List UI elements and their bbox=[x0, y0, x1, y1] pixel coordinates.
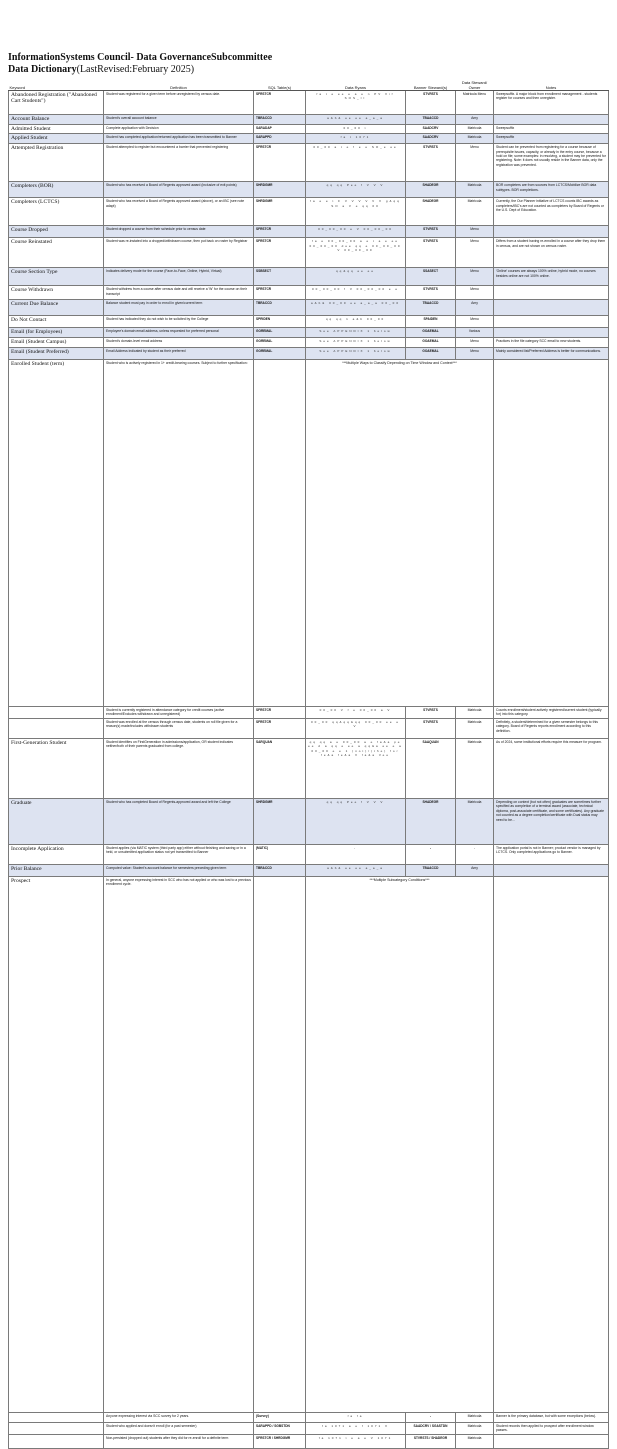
definition-cell: Student attempted to register but encountered a barrier that prevented registering bbox=[104, 144, 254, 182]
table-row bbox=[9, 238, 609, 268]
definition-cell: Indicates delivery mode for the course (Face-to-Face, Online, Hybrid, Virtual) bbox=[104, 268, 254, 286]
sql-table-cell bbox=[254, 360, 306, 707]
banner-steward-cell: GOAEMAL bbox=[406, 348, 456, 360]
table-row bbox=[9, 316, 609, 328]
notes-cell: Differs from a student having re-enrolled in a course after they drop them in census, and are not shown on census roster. bbox=[494, 238, 609, 268]
keyword-cell: Course Section Type bbox=[9, 268, 104, 286]
owner-cell bbox=[494, 876, 609, 1412]
data-fields-cell: qq qq a e 00_00 a e fa&a pe ee d a qq e ee a qq&a ee e a 00_00 e e 1 (not)/(the) for fe&a fe&a V fa&a Vee bbox=[306, 738, 406, 798]
keyword-cell: Account Balance bbox=[9, 115, 104, 125]
owner-cell: Matricula bbox=[456, 182, 494, 198]
keyword-cell: Completers (BOR) bbox=[9, 182, 104, 198]
document-page bbox=[8, 52, 608, 1449]
document-title: InformationSystems Council- Data GovernanceSubcommittee bbox=[8, 52, 273, 63]
definition-cell: Student has indicated they do not wish to be solicited by the College bbox=[104, 316, 254, 328]
table-row bbox=[9, 115, 609, 125]
sql-table-cell: SHRDGMR bbox=[254, 798, 306, 844]
keyword-cell: Course Reinstated bbox=[9, 238, 104, 268]
notes-cell: 'Online' courses are always 100% online, hybrid mode, no courses besides online are not 100% online. bbox=[494, 268, 609, 286]
owner-cell: Matricula bbox=[456, 706, 494, 718]
sql-table-cell: SARADAP bbox=[254, 125, 306, 134]
keyword-cell: Prior Balance bbox=[9, 864, 104, 876]
sql-table-cell: SFRSTCR / SHRDGMR bbox=[254, 1434, 306, 1448]
owner-cell: Matricula bbox=[456, 798, 494, 844]
data-fields-cell: See APPENDIX 1 below bbox=[306, 348, 406, 360]
owner-cell: Menu bbox=[456, 348, 494, 360]
sql-table-cell: GOREMAL bbox=[254, 348, 306, 360]
definition-cell: Student identifies on FirstGeneration in admissions/application, OR student indicates neither/both of their parents graduated from college. bbox=[104, 738, 254, 798]
banner-steward-cell: SAADCRV / SGASTDN bbox=[406, 1423, 456, 1435]
table-row bbox=[9, 706, 609, 718]
notes-cell bbox=[494, 328, 609, 338]
keyword-cell: Abandoned Registration ("Abandoned Cart Students") bbox=[9, 91, 104, 115]
definition-cell: In general, anyone expressing interest in SCC who has not applied or who was lost to a previous enrollment cycle. bbox=[104, 876, 254, 1412]
definition-cell: Student who has received a Board of Regents approved award (inclusive of exit points) bbox=[104, 182, 254, 198]
owner-cell: Matricula Menu bbox=[456, 91, 494, 115]
owner-cell: Matricula bbox=[456, 1423, 494, 1435]
sql-table-cell: SFRSTCR bbox=[254, 286, 306, 300]
sql-table-cell: SFRSTCR bbox=[254, 91, 306, 115]
sql-table-cell bbox=[254, 876, 306, 1412]
data-fields-cell: fa t e ee e a e n PV Vif SOS_II bbox=[306, 91, 406, 115]
definition-cell: Computed value: Student's account balance for semesters preceding given term bbox=[104, 864, 254, 876]
sql-table-cell: SFRSTCR bbox=[254, 238, 306, 268]
banner-steward-cell: STVRSTS bbox=[406, 706, 456, 718]
definition-cell: Email Address indicated by student as their preferred bbox=[104, 348, 254, 360]
span-note-cell: ***Multiple Ways to Classify Depending on Time Window and Context*** bbox=[306, 360, 494, 707]
keyword-cell: First-Generation Student bbox=[9, 738, 104, 798]
table-row bbox=[9, 125, 609, 134]
owner-cell: Matricula bbox=[456, 198, 494, 226]
table-row bbox=[9, 1434, 609, 1448]
notes-cell: Mainly considered list/Preferred Address is better for communications. bbox=[494, 348, 609, 360]
definition-cell: Employee's domain email address, unless requested for preferred personal bbox=[104, 328, 254, 338]
owner-cell: Amy bbox=[456, 115, 494, 125]
keyword-cell bbox=[9, 1423, 104, 1435]
banner-steward-cell: GOAEMAL bbox=[406, 338, 456, 348]
banner-steward-cell: GOAEMAL bbox=[406, 328, 456, 338]
sql-table-cell: TBRACCD bbox=[254, 115, 306, 125]
sql-table-cell: (Survey) bbox=[254, 1413, 306, 1423]
data-fields-cell: a&b& 00_00 ee a_a_a 00_00 bbox=[306, 300, 406, 316]
data-fields-cell: See APPENDIX 1 below bbox=[306, 338, 406, 348]
table-row bbox=[9, 338, 609, 348]
definition-cell: Student's overall account balance bbox=[104, 115, 254, 125]
notes-cell: As of 2024, some institutional efforts require this measure for program. bbox=[494, 738, 609, 798]
keyword-cell: Applied Student bbox=[9, 134, 104, 144]
notes-cell: The application portal is not in Banner; product vendor is managed by LCTCS. Only completed applications go to Banner. bbox=[494, 844, 609, 864]
data-fields-cell: fa t 1071 bbox=[306, 134, 406, 144]
table-row bbox=[9, 876, 609, 1412]
table-row bbox=[9, 286, 609, 300]
banner-steward-cell: STVRSTS bbox=[406, 718, 456, 738]
definition-cell: Balance student must pay in order to enroll in given/current term bbox=[104, 300, 254, 316]
owner-cell: - bbox=[456, 844, 494, 864]
data-fields-cell: fa fa bbox=[306, 1413, 406, 1423]
definition-cell: Student applies (via MATIC system (third party app) either without finishing and saving or in a held, or unsubmitted application status not yet transmitted to Banner bbox=[104, 844, 254, 864]
keyword-cell: Attempted Registration bbox=[9, 144, 104, 182]
table-row bbox=[9, 798, 609, 844]
keyword-cell bbox=[9, 706, 104, 718]
banner-steward-cell: SAADCRV bbox=[406, 125, 456, 134]
banner-steward-cell: STVRSTS / SHADEGR bbox=[406, 1434, 456, 1448]
sql-table-cell: SFRSTCR bbox=[254, 226, 306, 238]
owner-cell: Matricula bbox=[456, 1413, 494, 1423]
keyword-cell: Enrolled Student (term) bbox=[9, 360, 104, 707]
table-row bbox=[9, 144, 609, 182]
keyword-cell: Do Not Contact bbox=[9, 316, 104, 328]
owner-cell bbox=[494, 360, 609, 707]
notes-cell: Sweepsuffix bbox=[494, 125, 609, 134]
notes-cell bbox=[494, 1434, 609, 1448]
definition-cell: Student was registered for a given term before unregistered by census date. bbox=[104, 91, 254, 115]
sql-table-cell: TBRACCD bbox=[254, 864, 306, 876]
notes-cell bbox=[494, 226, 609, 238]
sql-table-cell: SFRSTCR bbox=[254, 144, 306, 182]
table-row bbox=[9, 198, 609, 226]
sql-table-cell: SARAPPD bbox=[254, 134, 306, 144]
owner-cell: Matricula bbox=[456, 125, 494, 134]
banner-steward-cell: TBAACCD bbox=[406, 115, 456, 125]
definition-cell: Student who is actively registered in 1+ credit-bearing courses. Subject to further specification: bbox=[104, 360, 254, 707]
column-header: Data Steward/ Owner bbox=[456, 80, 494, 91]
owner-cell: Menu bbox=[456, 226, 494, 238]
sql-table-cell: SHRDGMR bbox=[254, 198, 306, 226]
data-fields-cell: qq qq Pee f V V V bbox=[306, 798, 406, 844]
owner-cell: Amy bbox=[456, 864, 494, 876]
table-row bbox=[9, 134, 609, 144]
definition-cell: Non-persisted (dropped out) students after they did for re-enroll for a definite term bbox=[104, 1434, 254, 1448]
data-fields-cell: a&b& ee ee a_a_a bbox=[306, 115, 406, 125]
banner-steward-cell: SAADCRV bbox=[406, 134, 456, 144]
notes-cell: Definitely, a student/determined for a given semester belongs to this category. Board of Regents reports enrollment according to this definition. bbox=[494, 718, 609, 738]
sql-table-cell: SSBSECT bbox=[254, 268, 306, 286]
notes-cell bbox=[494, 286, 609, 300]
sql-table-cell: GOREMAL bbox=[254, 328, 306, 338]
notes-cell bbox=[494, 316, 609, 328]
keyword-cell: Graduate bbox=[9, 798, 104, 844]
keyword-cell: Incomplete Application bbox=[9, 844, 104, 864]
data-fields-cell: a&b& ee ee a_a_a bbox=[306, 864, 406, 876]
banner-steward-cell: STVRSTS bbox=[406, 226, 456, 238]
sql-table-cell: SPRIDEN bbox=[254, 316, 306, 328]
definition-cell: Student who has completed Board of Regents-approved award and left the College bbox=[104, 798, 254, 844]
owner-cell: Menu bbox=[456, 286, 494, 300]
notes-cell: Student records then applied to prospect after enrollment window passes. bbox=[494, 1423, 609, 1435]
owner-cell: Matricula bbox=[456, 718, 494, 738]
banner-steward-cell: STVRSTS bbox=[406, 91, 456, 115]
keyword-cell bbox=[9, 1434, 104, 1448]
data-fields-cell: 00_00 a t e f e e SO_e ee bbox=[306, 144, 406, 182]
notes-cell: Banner is the primary database, but with some exceptions (below). bbox=[494, 1413, 609, 1423]
notes-cell: Currently, the Our Planner initiative of LCTCS counts IBC awards as completers/IBC's are not counted as completers by Board of Regents or the U.S. Dept of Education. bbox=[494, 198, 609, 226]
notes-cell: Sweepsuffix bbox=[494, 134, 609, 144]
sql-table-cell: SARAPPD / SGBSTDN bbox=[254, 1423, 306, 1435]
owner-cell: Amy bbox=[456, 300, 494, 316]
table-row bbox=[9, 1413, 609, 1423]
keyword-cell: Course Dropped bbox=[9, 226, 104, 238]
banner-steward-cell: SHADEGR bbox=[406, 198, 456, 226]
definition-cell: Complete application with Decision bbox=[104, 125, 254, 134]
table-row bbox=[9, 844, 609, 864]
table-row bbox=[9, 300, 609, 316]
span-note-cell: ***Multiple Subcategory Conditions*** bbox=[306, 876, 494, 1412]
banner-steward-cell: SPAIDEN bbox=[406, 316, 456, 328]
data-dictionary-table bbox=[8, 80, 609, 1449]
sql-table-cell: SFRSTCR bbox=[254, 706, 306, 718]
data-fields-cell: 00_00 qq&qq&qq 00_00 ee e V bbox=[306, 718, 406, 738]
table-header-row bbox=[9, 80, 609, 91]
notes-cell bbox=[494, 115, 609, 125]
data-fields-cell: qq qq Pee f V V V bbox=[306, 182, 406, 198]
keyword-cell: Prospect bbox=[9, 876, 104, 1412]
banner-steward-cell: STVRSTS bbox=[406, 286, 456, 300]
notes-cell bbox=[494, 864, 609, 876]
data-fields-cell: 00_00 t bbox=[306, 125, 406, 134]
data-fields-cell: fa e 00_00_00 a e t a e ee 00_00_00 dee qq e 00_00_00 V 00_00_00 bbox=[306, 238, 406, 268]
table-row bbox=[9, 864, 609, 876]
data-fields-cell: 00_00_00 e V 00_00_00 bbox=[306, 226, 406, 238]
keyword-cell: Current Due Balance bbox=[9, 300, 104, 316]
sql-table-cell: (MATIC) bbox=[254, 844, 306, 864]
notes-cell bbox=[494, 300, 609, 316]
revision-date: (LastRevised:February 2025) bbox=[76, 64, 195, 75]
keyword-cell: Completers (LCTCS) bbox=[9, 198, 104, 226]
data-fields-cell: fa 1071 t e a e V 1071 bbox=[306, 1434, 406, 1448]
definition-cell: Student withdrew from a course after census date and will receive a 'W' for the course on their transcript bbox=[104, 286, 254, 300]
column-header: Keyword bbox=[9, 80, 104, 91]
definition-cell: Student who has received a Board of Regents approved award (above), or an IBC (see note adapt) bbox=[104, 198, 254, 226]
definition-cell: Student is currently registered in attendance category for credit courses (active enrollment/Excludes withdrawn and unregistered) bbox=[104, 706, 254, 718]
banner-steward-cell: - bbox=[406, 1413, 456, 1423]
column-header: Definition bbox=[104, 80, 254, 91]
keyword-cell bbox=[9, 718, 104, 738]
table-row bbox=[9, 360, 609, 707]
document-subtitle bbox=[8, 64, 608, 76]
subtitle-text: Data Dictionary bbox=[8, 64, 77, 75]
definition-cell: Student has completed application/returned application has been transmitted to Banner bbox=[104, 134, 254, 144]
table-row bbox=[9, 268, 609, 286]
definition-cell: Anyone expressing interest via SCC survey for 2 years. bbox=[104, 1413, 254, 1423]
data-fields-cell: - bbox=[306, 844, 406, 864]
notes-cell: Counts enrollment/student actively registered/current student (typically for) into this category. bbox=[494, 706, 609, 718]
notes-cell: Practices in the file category SCC email to new students. bbox=[494, 338, 609, 348]
definition-cell: Student was re-instated into a dropped/withdrawn course, then put back on roster by Registrar bbox=[104, 238, 254, 268]
banner-steward-cell: SHADEGR bbox=[406, 798, 456, 844]
owner-cell: Matricula bbox=[456, 738, 494, 798]
keyword-cell bbox=[9, 1413, 104, 1423]
banner-steward-cell: SHADEGR bbox=[406, 182, 456, 198]
banner-steward-cell: TBAACCD bbox=[406, 864, 456, 876]
data-fields-cell: 00_00_00 f V 00_00_00 e e bbox=[306, 286, 406, 300]
column-header: SQL Table(s) bbox=[254, 80, 306, 91]
notes-cell: Sweepsuffix. A major block from enrollment management - students register for courses and then unregister. bbox=[494, 91, 609, 115]
sql-table-cell: SARQUAN bbox=[254, 738, 306, 798]
table-row bbox=[9, 328, 609, 338]
data-fields-cell: 00_00 V f e 00_00 a V bbox=[306, 706, 406, 718]
table-row bbox=[9, 1423, 609, 1435]
owner-cell: Menu bbox=[456, 144, 494, 182]
table-row bbox=[9, 718, 609, 738]
table-row bbox=[9, 348, 609, 360]
sql-table-cell: GOREMAL bbox=[254, 338, 306, 348]
keyword-cell: Admitted Student bbox=[9, 125, 104, 134]
owner-cell: Menu bbox=[456, 338, 494, 348]
owner-cell: Matricula bbox=[456, 1434, 494, 1448]
banner-steward-cell: STVRSTS bbox=[406, 238, 456, 268]
owner-cell: Menu bbox=[456, 238, 494, 268]
keyword-cell: Email (Student Preferred) bbox=[9, 348, 104, 360]
column-header: Data Ryans bbox=[306, 80, 406, 91]
table-row bbox=[9, 738, 609, 798]
notes-cell: BOR completers are from sources from LCTCS/Mobilize BOR data subtypes. BOR completions. bbox=[494, 182, 609, 198]
owner-cell: Menu bbox=[456, 316, 494, 328]
definition-cell: Student was enrolled at the census through census date, students on roll file given for a reason(s) made/includes withdrawn students bbox=[104, 718, 254, 738]
table-row bbox=[9, 91, 609, 115]
column-header: Notes bbox=[494, 80, 609, 91]
notes-cell: Depending on context (but not often) graduates are sometimes further specified as completion of a terminal award (associate, technical diploma, post-associate certificate, and some certificates). Any graduate not counted as a degree completion/certificate with Dual status may need to be... bbox=[494, 798, 609, 844]
data-fields-cell: qq&qq ee ee bbox=[306, 268, 406, 286]
data-fields-cell: See APPENDIX 1 below bbox=[306, 328, 406, 338]
data-fields-cell: fa e e t F V V V V V V g&qq SO a V e qq 00 bbox=[306, 198, 406, 226]
banner-steward-cell: SSASECT bbox=[406, 268, 456, 286]
definition-cell: Student dropped a course from their schedule prior to census date bbox=[104, 226, 254, 238]
data-fields-cell: fa 1071 a e f 1071 V bbox=[306, 1423, 406, 1435]
keyword-cell: Course Withdrawn bbox=[9, 286, 104, 300]
banner-steward-cell: - bbox=[406, 844, 456, 864]
definition-cell: Student who applied and doesn't enroll (for a past semester) bbox=[104, 1423, 254, 1435]
notes-cell: Student can be prevented from registering for a course because of prerequisite issues, capacity, or already in the entry course, because a hold on file; some examples: in resolving, a student may be prevented for registering. Note: it does not usually reside in the Banner data, only the registration was prevented. bbox=[494, 144, 609, 182]
owner-cell: Menu bbox=[456, 268, 494, 286]
owner-cell: Various bbox=[456, 328, 494, 338]
table-row bbox=[9, 182, 609, 198]
keyword-cell: Email (Student Campus) bbox=[9, 338, 104, 348]
sql-table-cell: TBRACCD bbox=[254, 300, 306, 316]
definition-cell: Student's domain-level email address bbox=[104, 338, 254, 348]
banner-steward-cell: STVRSTS bbox=[406, 144, 456, 182]
data-fields-cell: qq qq 1 a&b 00_00 bbox=[306, 316, 406, 328]
sql-table-cell: SHRDGMR bbox=[254, 182, 306, 198]
keyword-cell: Email (for Employees) bbox=[9, 328, 104, 338]
column-header: Banner Steward(s) bbox=[406, 80, 456, 91]
table-row bbox=[9, 226, 609, 238]
banner-steward-cell: TBAACCD bbox=[406, 300, 456, 316]
sql-table-cell: SFRSTCR bbox=[254, 718, 306, 738]
banner-steward-cell: SAAQUAN bbox=[406, 738, 456, 798]
owner-cell: Matricula bbox=[456, 134, 494, 144]
